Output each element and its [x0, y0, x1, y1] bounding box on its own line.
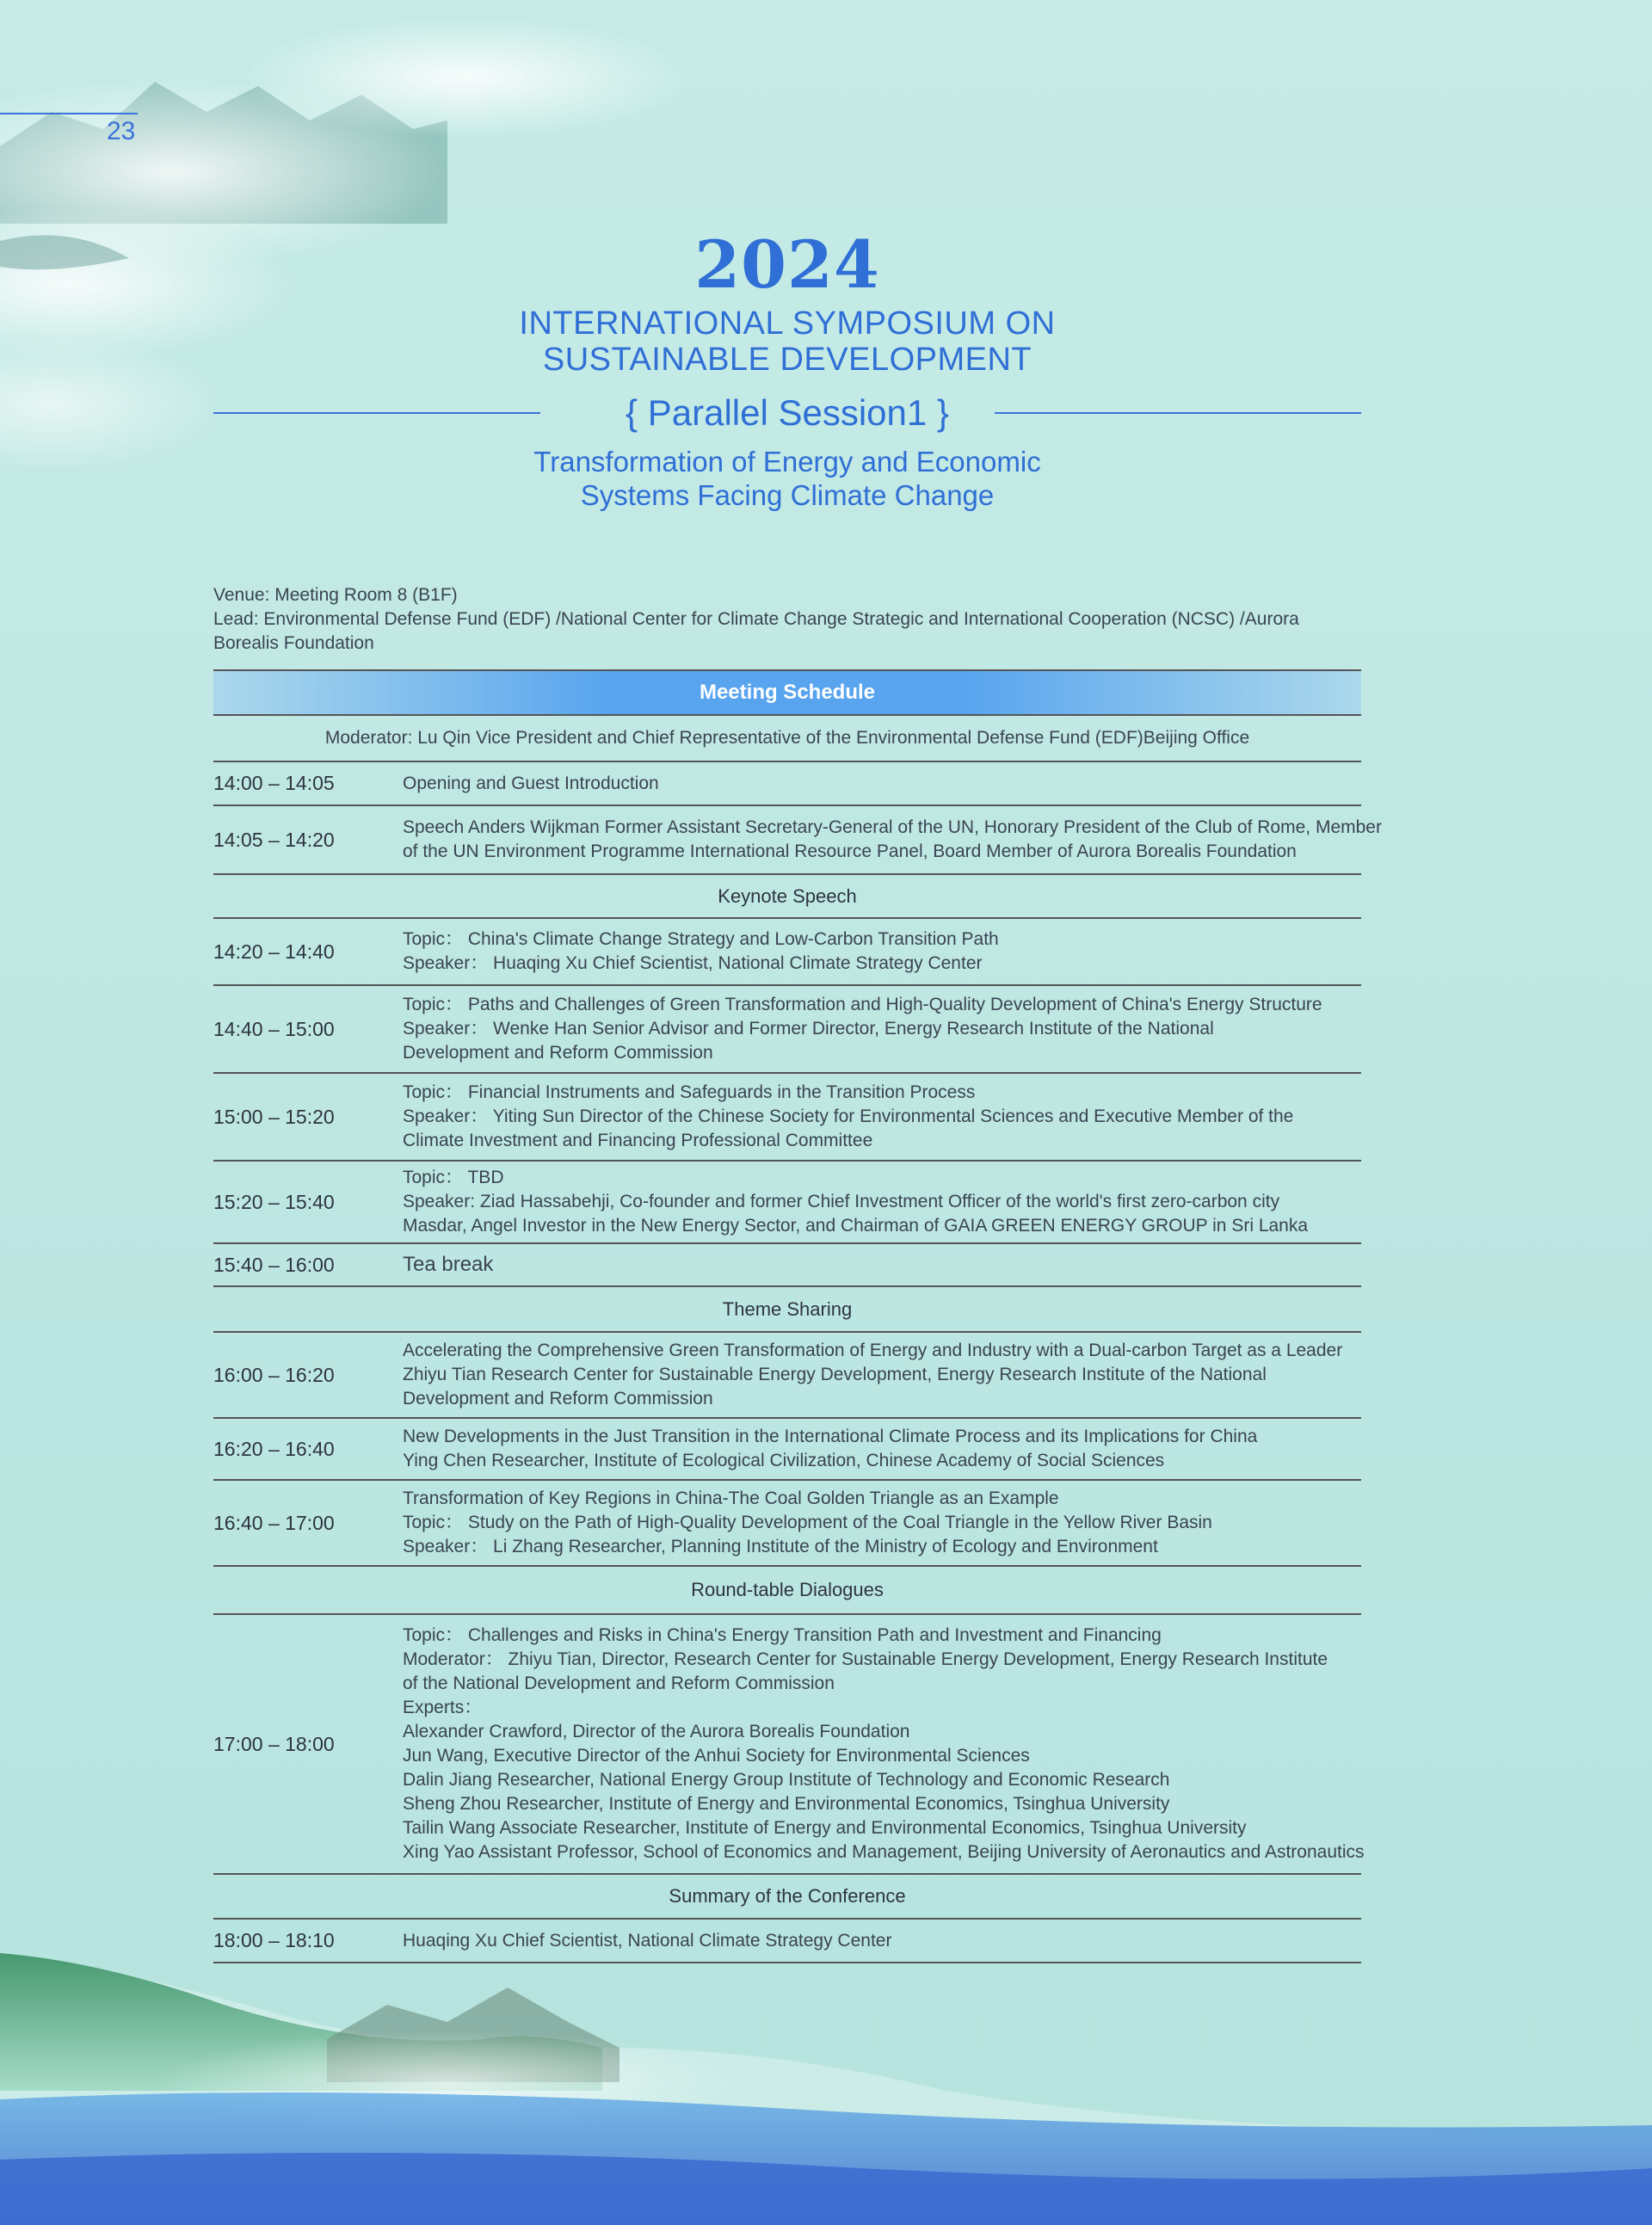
row-desc — [403, 993, 1361, 1065]
event-year: 2024 — [694, 226, 880, 303]
schedule-row — [213, 1479, 1361, 1565]
desc-line: Topic： Challenges and Risks in China's Energy Transition Path and Investment and Financing — [403, 1625, 1162, 1645]
desc-line: Alexander Crawford, Director of the Aurora Borealis Foundation — [403, 1722, 910, 1741]
desc-line: Sheng Zhou Researcher, Institute of Energy and Environmental Economics, Tsinghua University — [403, 1794, 1170, 1814]
page-number: 23 — [107, 117, 136, 145]
desc-line: Development and Reform Commission — [403, 1389, 713, 1408]
desc-line: Zhiyu Tian Research Center for Sustainable Energy Development, Energy Research Institute of the National — [403, 1365, 1267, 1384]
desc-line: of the UN Environment Programme International Resource Panel, Board Member of Aurora Borealis Foundation — [403, 841, 1297, 861]
desc-line: Speaker: Ziad Hassabehji, Co-founder and former Chief Investment Officer of the world's first zero-carbon city — [403, 1192, 1280, 1211]
row-desc — [403, 1929, 1361, 1953]
desc-line: Topic： China's Climate Change Strategy and Low-Carbon Transition Path — [403, 929, 999, 949]
section-heading-theme — [213, 1285, 1361, 1331]
event-info — [213, 583, 1361, 656]
schedule-bottom-rule — [213, 1962, 1361, 1963]
row-time: 15:40 – 16:00 — [213, 1253, 335, 1276]
schedule-row — [213, 984, 1361, 1072]
schedule-row — [213, 1918, 1361, 1962]
row-desc — [403, 816, 1382, 864]
desc-line: Speaker： Huaqing Xu Chief Scientist, National Climate Strategy Center — [403, 953, 983, 973]
desc-line: Speaker： Yiting Sun Director of the Chinese Society for Environmental Sciences and Executive Member of the — [403, 1106, 1294, 1126]
schedule-row — [213, 1160, 1361, 1242]
row-desc — [403, 928, 1361, 976]
desc-line: Transformation of Key Regions in China-The Coal Golden Triangle as an Example — [403, 1488, 1059, 1508]
desc-line: Speech Anders Wijkman Former Assistant Secretary-General of the UN, Honorary President of the Club of Rome, Member — [403, 817, 1382, 837]
row-desc — [403, 1081, 1361, 1153]
row-desc — [403, 1253, 1361, 1277]
desc-line: Development and Reform Commission — [403, 1043, 713, 1063]
desc-line: Tea break — [403, 1253, 494, 1276]
desc-line: Accelerating the Comprehensive Green Transformation of Energy and Industry with a Dual-carbon Target as a Leader — [403, 1341, 1343, 1360]
schedule-row — [213, 1331, 1361, 1417]
desc-line: New Developments in the Just Transition in the International Climate Process and its Implications for China — [403, 1427, 1258, 1446]
lead-text-line2: Borealis Foundation — [213, 633, 374, 653]
row-time: 16:20 – 16:40 — [213, 1437, 335, 1460]
desc-line: Huaqing Xu Chief Scientist, National Climate Strategy Center — [403, 1930, 892, 1951]
schedule-row — [213, 1613, 1365, 1873]
section-heading-keynote — [213, 873, 1361, 917]
row-time: 16:40 – 17:00 — [213, 1511, 335, 1534]
row-time: 17:00 – 18:00 — [213, 1732, 335, 1755]
row-time: 15:00 – 15:20 — [213, 1105, 335, 1128]
row-desc — [403, 1166, 1361, 1238]
row-time: 14:00 – 14:05 — [213, 772, 335, 794]
schedule-row — [213, 804, 1382, 873]
desc-line: Moderator： Zhiyu Tian, Director, Research Center for Sustainable Energy Development, Energy Research Institute — [403, 1649, 1328, 1669]
event-title-line2: SUSTAINABLE DEVELOPMENT — [542, 341, 1032, 378]
desc-line: Speaker： Li Zhang Researcher, Planning Institute of the Ministry of Ecology and Environment — [403, 1537, 1158, 1556]
desc-line: Opening and Guest Introduction — [403, 773, 659, 793]
desc-line: Ying Chen Researcher, Institute of Ecological Civilization, Chinese Academy of Social Sciences — [403, 1451, 1165, 1470]
section-label: Keynote Speech — [718, 884, 857, 907]
moderator-row — [213, 714, 1361, 761]
row-desc — [403, 1487, 1361, 1559]
schedule-heading: Meeting Schedule — [213, 669, 1361, 714]
section-heading-summary — [213, 1873, 1361, 1918]
desc-line: Topic： Financial Instruments and Safeguards in the Transition Process — [403, 1082, 976, 1102]
section-label: Round-table Dialogues — [691, 1579, 884, 1600]
section-heading-roundtable — [213, 1565, 1361, 1613]
meeting-schedule — [213, 669, 1382, 1963]
desc-line: Masdar, Angel Investor in the New Energy Sector, and Chairman of GAIA GREEN ENERGY GROUP in Sri Lanka — [403, 1216, 1309, 1236]
section-label: Summary of the Conference — [669, 1885, 906, 1907]
schedule-row — [213, 1417, 1361, 1479]
desc-line: Tailin Wang Associate Researcher, Institute of Energy and Environmental Economics, Tsinghua University — [403, 1818, 1247, 1838]
header — [0, 226, 1575, 379]
subtitle-line1: Transformation of Energy and Economic — [533, 446, 1041, 478]
row-time: 14:05 – 14:20 — [213, 828, 335, 851]
session-banner — [213, 389, 1361, 437]
desc-line: Speaker： Wenke Han Senior Advisor and Former Director, Energy Research Institute of the National — [403, 1019, 1214, 1039]
schedule-row — [213, 1242, 1361, 1285]
desc-line: Climate Investment and Financing Professional Committee — [403, 1131, 873, 1150]
lead-text-line1: Lead: Environmental Defense Fund (EDF) /National Center for Climate Change Strategic and International Cooperation (NCSC) /Aurora — [213, 609, 1299, 629]
row-desc — [403, 1425, 1361, 1473]
row-time: 16:00 – 16:20 — [213, 1363, 335, 1386]
schedule-row — [213, 761, 1361, 804]
section-label: Theme Sharing — [722, 1297, 853, 1320]
row-desc — [403, 772, 1361, 796]
schedule-row — [213, 1072, 1361, 1160]
row-time: 15:20 – 15:40 — [213, 1190, 335, 1213]
page-number-rule — [0, 113, 138, 114]
desc-line: of the National Development and Reform Commission — [403, 1673, 835, 1693]
venue-text: Venue: Meeting Room 8 (B1F) — [213, 585, 458, 605]
row-desc — [403, 1624, 1365, 1864]
desc-line: Topic： TBD — [403, 1168, 504, 1187]
schedule-row — [213, 917, 1361, 984]
event-title-line1: INTERNATIONAL SYMPOSIUM ON — [519, 305, 1056, 342]
row-time: 18:00 – 18:10 — [213, 1929, 335, 1951]
event-title — [0, 306, 1575, 379]
desc-line: Experts： — [403, 1698, 483, 1717]
moderator-text: Moderator: Lu Qin Vice President and Chief Representative of the Environmental Defense Fund (EDF)Beijing Office — [324, 728, 1250, 748]
row-time: 14:40 – 15:00 — [213, 1017, 335, 1040]
session-subtitle — [0, 446, 1575, 513]
desc-line: Topic： Paths and Challenges of Green Transformation and High-Quality Development of China's Energy Structure — [403, 995, 1322, 1014]
desc-line: Dalin Jiang Researcher, National Energy Group Institute of Technology and Economic Research — [403, 1770, 1170, 1790]
desc-line: Topic： Study on the Path of High-Quality Development of the Coal Triangle in the Yellow River Basin — [403, 1513, 1212, 1532]
row-time: 14:20 – 14:40 — [213, 940, 335, 963]
desc-line: Xing Yao Assistant Professor, School of Economics and Management, Beijing University of Aeronautics and Astronautics — [403, 1842, 1365, 1862]
row-desc — [403, 1339, 1361, 1411]
desc-line: Jun Wang, Executive Director of the Anhui Society for Environmental Sciences — [403, 1746, 1030, 1766]
subtitle-line2: Systems Facing Climate Change — [580, 478, 995, 511]
session-label: { Parallel Session1 } — [626, 392, 949, 433]
